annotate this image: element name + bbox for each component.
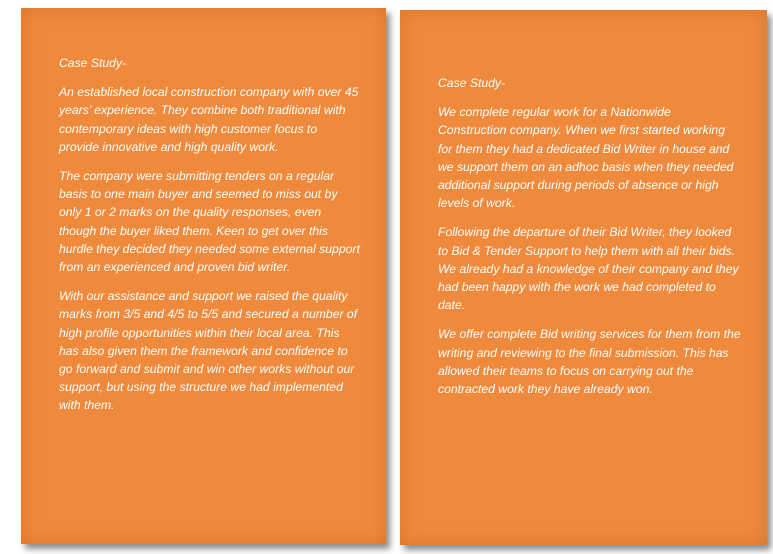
case-study-title: Case Study-: [59, 56, 127, 70]
case-study-paragraph: With our assistance and support we raised the quality marks from 3/5 and 4/5 to 5/5 and secured a number of high profile opportunities within their local area. This has also given them the framework and confidence to go forward and submit and win other works without our support, but using the structure we had implemented with them.: [59, 289, 358, 413]
case-study-paragraph: We complete regular work for a Nationwide Construction company. When we first started working for them they had a dedicated Bid Writer in house and we support them on an adhoc basis when they needed additional support during periods of absence or high levels of work.: [438, 105, 734, 211]
case-study-card-right: [400, 10, 767, 545]
case-study-title: Case Study-: [438, 76, 506, 90]
case-study-card-left: [21, 8, 386, 544]
case-study-paragraph: We offer complete Bid writing services for them from the writing and reviewing to the final submission. This has allowed their teams to focus on carrying out the contracted work they have already won.: [438, 327, 741, 397]
case-study-paragraph: The company were submitting tenders on a regular basis to one main buyer and seemed to miss out by only 1 or 2 marks on the quality responses, even though the buyer liked them. Keen to get over this hurdle they decided they needed some external support from an experienced and proven bid writer.: [59, 169, 360, 275]
case-study-paragraph: An established local construction company with over 45 years’ experience. They combine both traditional with contemporary ideas with high customer focus to provide innovative and high quality work.: [59, 85, 359, 154]
case-study-paragraph: Following the departure of their Bid Writer, they looked to Bid & Tender Support to help them with all their bids. We already had a knowledge of their company and they had been happy with the work we had completed to date.: [438, 225, 739, 313]
